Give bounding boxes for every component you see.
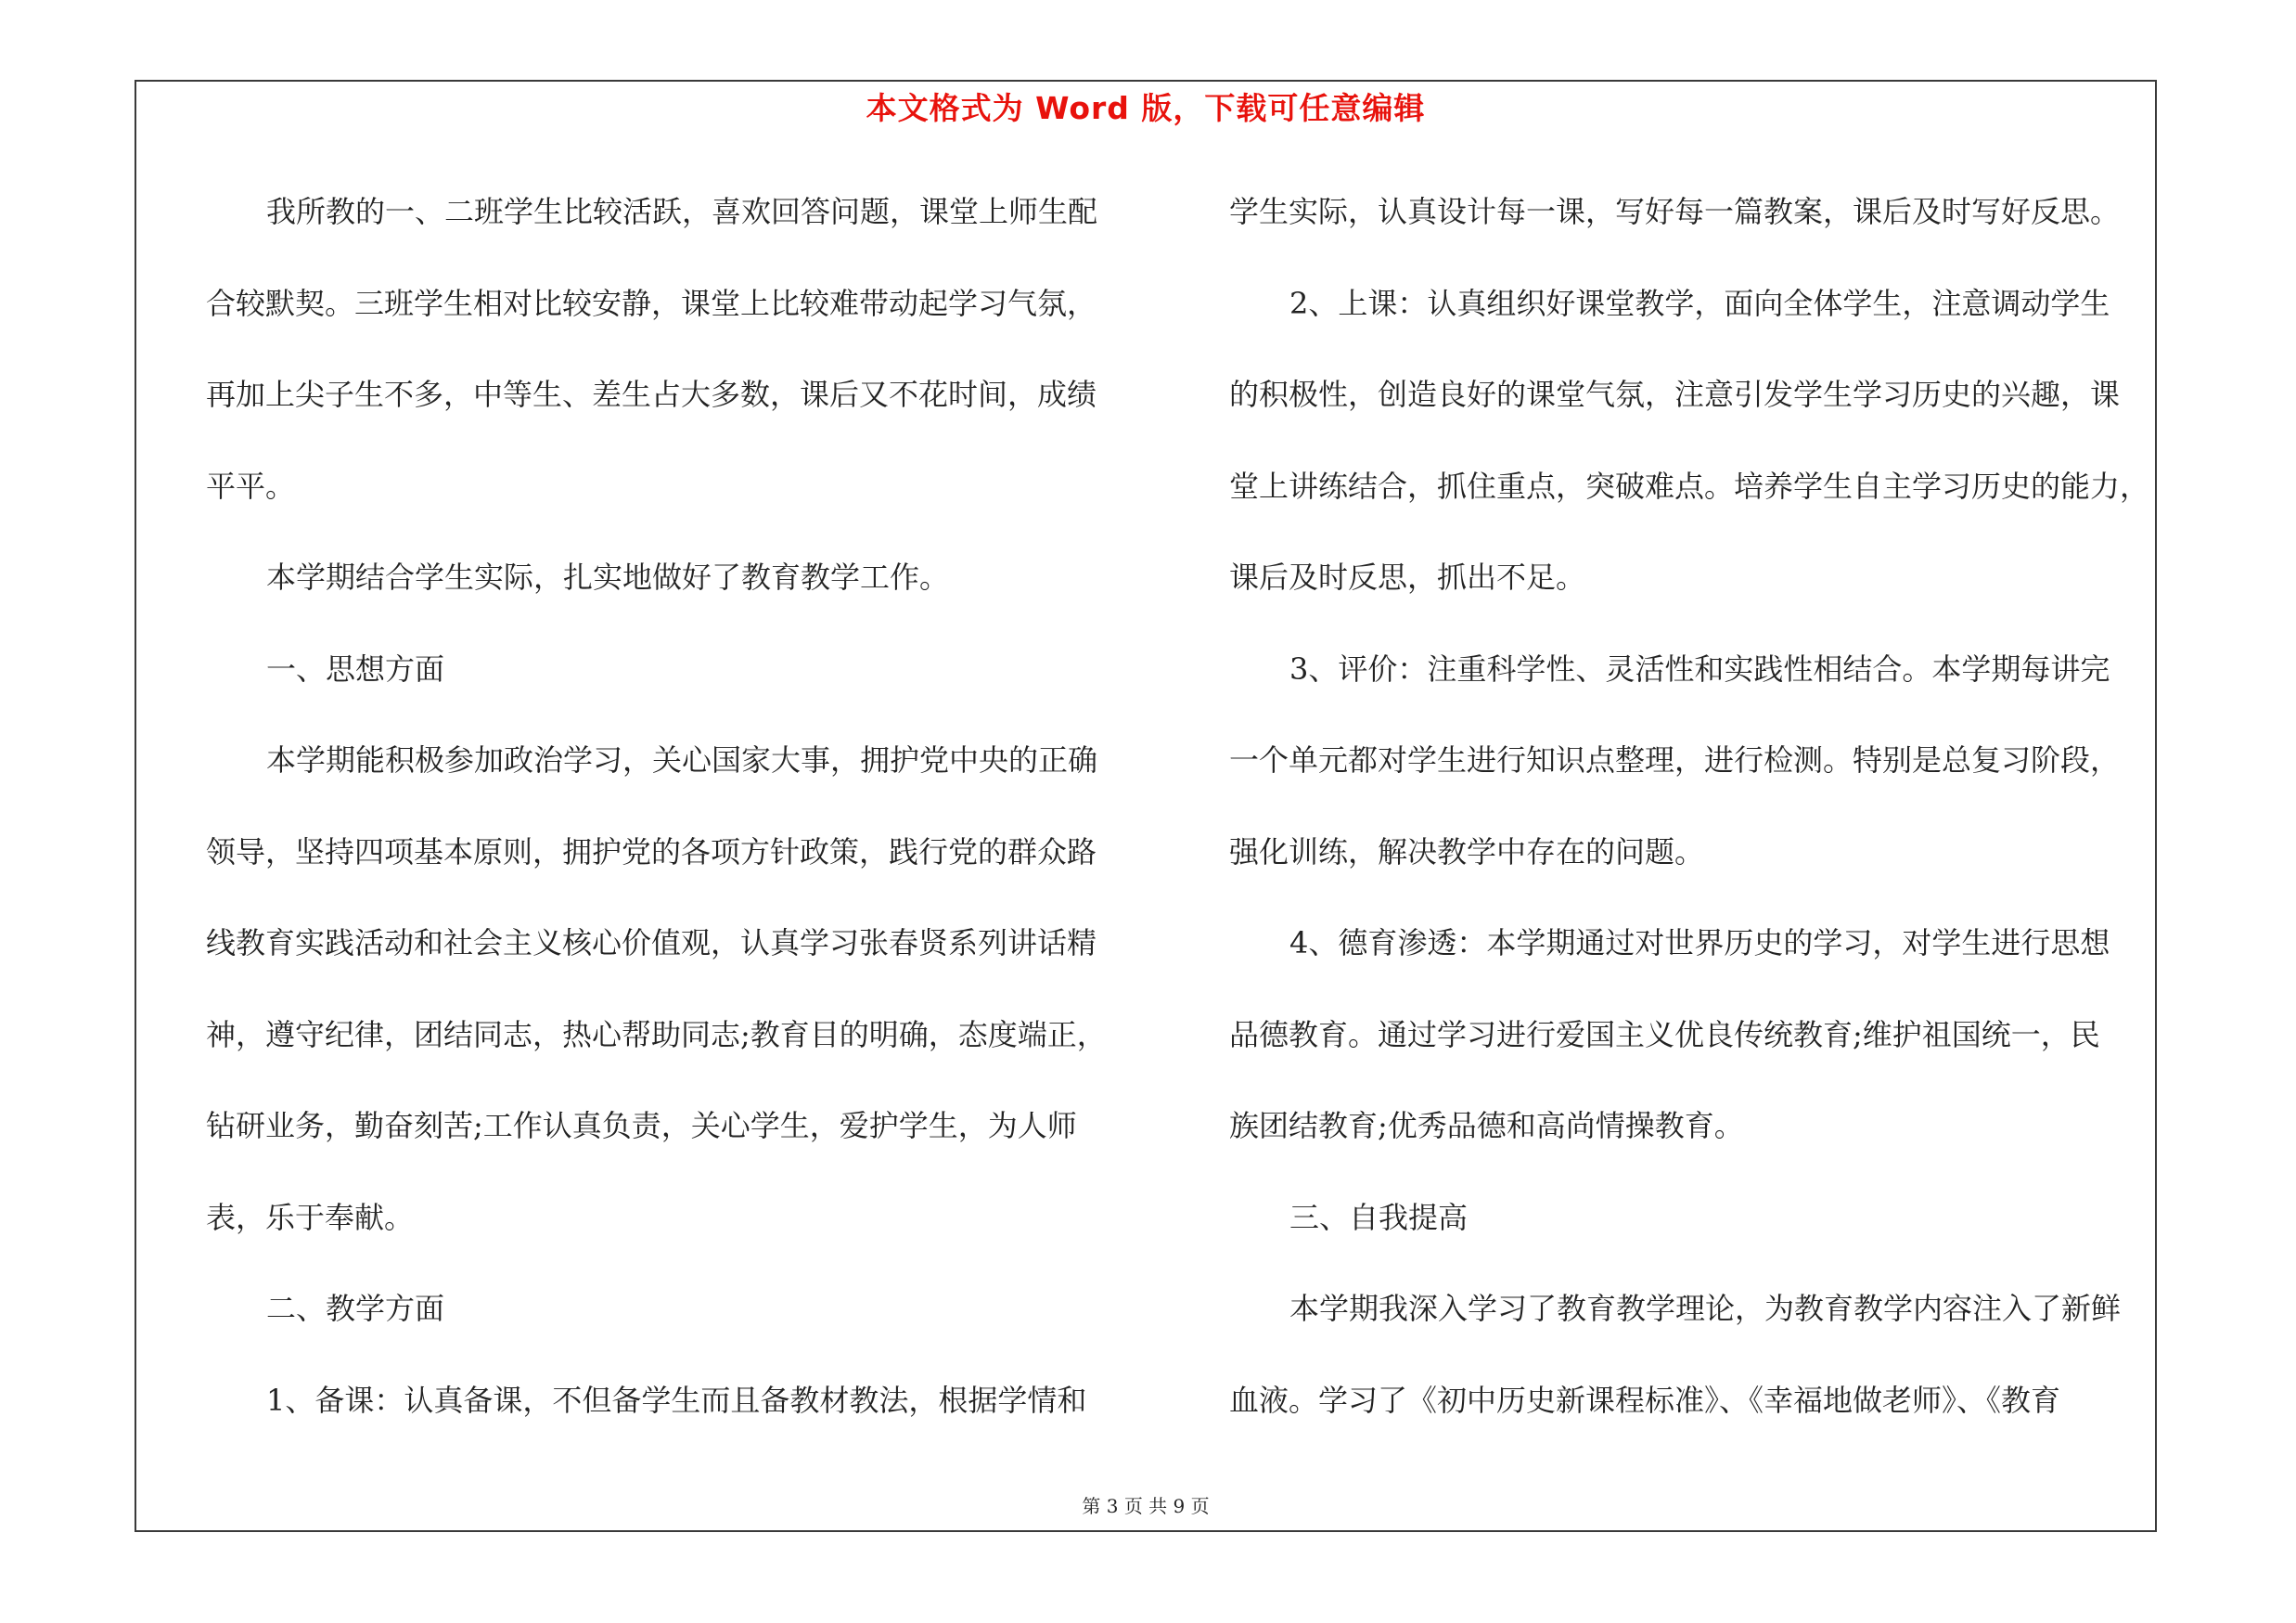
text-line: 我所教的一、二班学生比较活跃，喜欢回答问题，课堂上师生配 bbox=[266, 194, 1098, 229]
text-line: 4、德育渗透：本学期通过对世界历史的学习，对学生进行思想 bbox=[1289, 925, 2110, 960]
text-line: 的积极性，创造良好的课堂气氛，注意引发学生学习历史的兴趣，课 bbox=[1229, 377, 2121, 412]
text-line: 三、自我提高 bbox=[1289, 1199, 1469, 1235]
text-line: 课后及时反思，抓出不足。 bbox=[1229, 560, 1586, 595]
text-line: 品德教育。通过学习进行爱国主义优良传统教育;维护祖国统一，民 bbox=[1229, 1016, 2100, 1052]
text-line: 学生实际，认真设计每一课，写好每一篇教案，课后及时写好反思。 bbox=[1229, 194, 2121, 229]
text-line: 强化训练，解决教学中存在的问题。 bbox=[1229, 833, 1705, 869]
text-line: 平平。 bbox=[206, 468, 296, 504]
text-line: 本学期能积极参加政治学习，关心国家大事，拥护党中央的正确 bbox=[266, 742, 1098, 778]
text-line: 合较默契。三班学生相对比较安静，课堂上比较难带动起学习气氛， bbox=[206, 285, 1097, 321]
text-line: 领导，坚持四项基本原则，拥护党的各项方针政策，践行党的群众路 bbox=[206, 833, 1097, 869]
text-line: 3、评价：注重科学性、灵活性和实践性相结合。本学期每讲完 bbox=[1289, 650, 2110, 687]
text-line: 表，乐于奉献。 bbox=[206, 1199, 415, 1235]
text-line: 钻研业务，勤奋刻苦;工作认真负责，关心学生，爱护学生，为人师 bbox=[206, 1108, 1077, 1143]
text-line: 族团结教育;优秀品德和高尚情操教育。 bbox=[1229, 1108, 1744, 1143]
text-line: 堂上讲练结合，抓住重点，突破难点。培养学生自主学习历史的能力， bbox=[1229, 468, 2150, 504]
text-line: 本学期结合学生实际，扎实地做好了教育教学工作。 bbox=[266, 560, 950, 595]
text-line: 神，遵守纪律，团结同志，热心帮助同志;教育目的明确，态度端正， bbox=[206, 1016, 1107, 1052]
text-line: 线教育实践活动和社会主义核心价值观，认真学习张春贤系列讲话精 bbox=[206, 925, 1097, 960]
text-line: 一个单元都对学生进行知识点整理，进行检测。特别是总复习阶段， bbox=[1229, 742, 2121, 778]
text-line: 二、教学方面 bbox=[266, 1291, 445, 1326]
format-banner: 本文格式为 Word 版，下载可任意编辑 bbox=[866, 90, 1426, 126]
text-line: 血液。学习了《初中历史新课程标准》、《幸福地做老师》、《教育 bbox=[1229, 1382, 2061, 1418]
left-column bbox=[206, 182, 1134, 1462]
text-line: 2、上课：认真组织好课堂教学，面向全体学生，注意调动学生 bbox=[1289, 285, 2110, 321]
text-line: 1、备课：认真备课，不但备学生而且备教材教法，根据学情和 bbox=[266, 1382, 1087, 1418]
right-column bbox=[1229, 182, 2157, 1462]
text-line: 本学期我深入学习了教育教学理论，为教育教学内容注入了新鲜 bbox=[1289, 1291, 2122, 1326]
text-line: 一、思想方面 bbox=[266, 650, 445, 687]
page-footer: 第 3 页 共 9 页 bbox=[1082, 1495, 1210, 1517]
text-line: 再加上尖子生不多，中等生、差生占大多数，课后又不花时间，成绩 bbox=[206, 377, 1097, 412]
